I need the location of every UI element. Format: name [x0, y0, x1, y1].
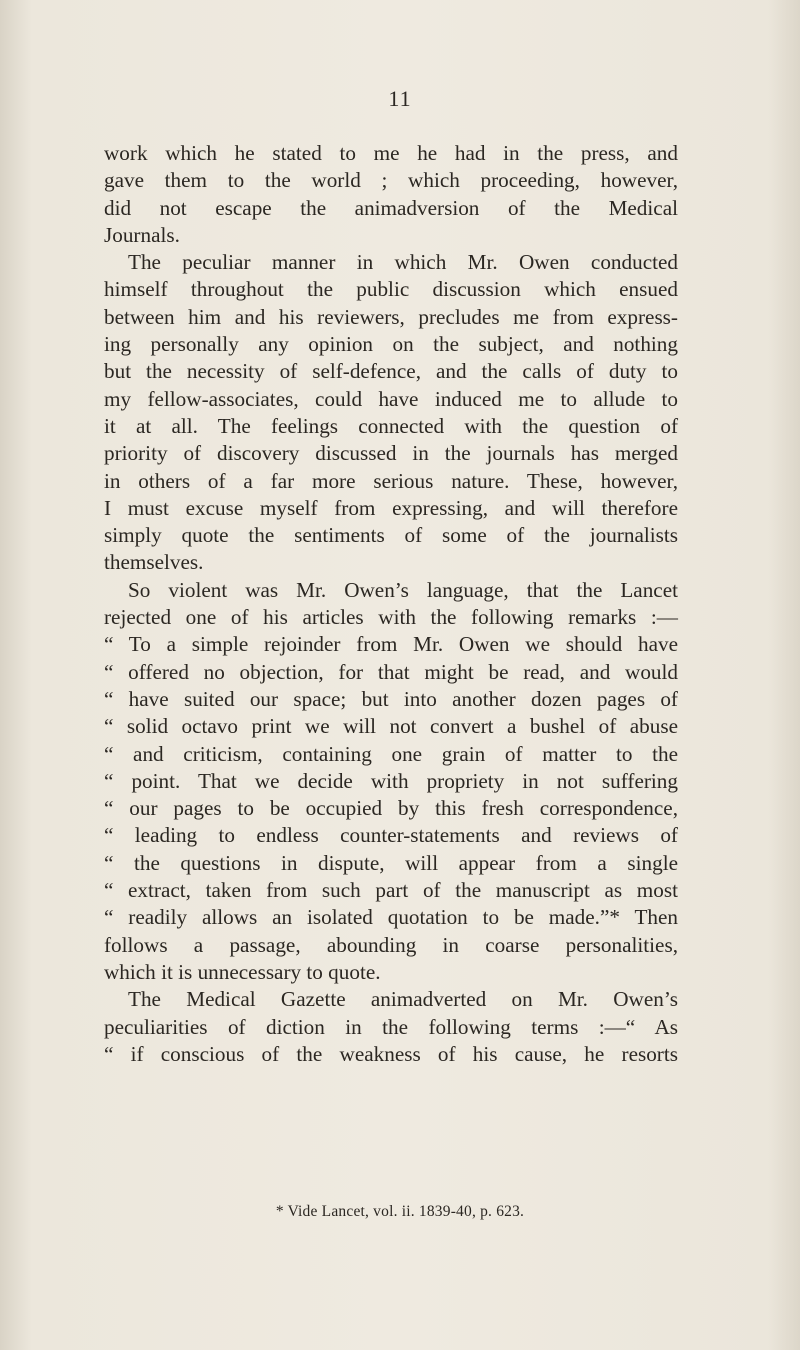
text-line: between him and his reviewers, precludes me from express- — [104, 304, 678, 329]
text-line: simply quote the sentiments of some of the journalists — [104, 523, 678, 548]
text-line: “ solid octavo print we will not convert a bushel of abuse — [104, 714, 678, 739]
text-line: “ if conscious of the weakness of his cause, he resorts — [104, 1041, 678, 1066]
text-line: did not escape the animadversion of the Medical — [104, 195, 678, 220]
text-line: rejected one of his articles with the following remarks :— — [104, 605, 678, 630]
text-line: The peculiar manner in which Mr. Owen conducted — [128, 250, 678, 275]
text-line: in others of a far more serious nature. These, however, — [104, 468, 678, 493]
paragraph — [104, 249, 678, 577]
text-line: “ To a simple rejoinder from Mr. Owen we should have — [104, 632, 678, 657]
body-text — [104, 140, 678, 1068]
text-line: my fellow-associates, could have induced me to allude to — [104, 386, 678, 411]
text-line: which it is unnecessary to quote. — [104, 959, 381, 984]
text-line: follows a passage, abounding in coarse personalities, — [104, 932, 678, 957]
paragraph — [104, 577, 678, 986]
text-line: himself throughout the public discussion which ensued — [104, 277, 678, 302]
text-line: So violent was Mr. Owen’s language, that the Lancet — [128, 577, 678, 602]
text-line: it at all. The feelings connected with the question of — [104, 413, 678, 438]
text-line: “ our pages to be occupied by this fresh correspondence, — [104, 796, 678, 821]
text-line: “ extract, taken from such part of the manuscript as most — [104, 878, 678, 903]
paragraph — [104, 140, 678, 249]
text-line: “ point. That we decide with propriety in not suffering — [104, 768, 678, 793]
text-line: gave them to the world ; which proceeding, however, — [104, 168, 678, 193]
footnote: * Vide Lancet, vol. ii. 1839-40, p. 623. — [275, 1203, 525, 1220]
text-line: themselves. — [104, 550, 204, 575]
text-line: The Medical Gazette animadverted on Mr. Owen’s — [128, 987, 678, 1012]
text-line: “ leading to endless counter-statements and reviews of — [104, 823, 678, 848]
text-line: work which he stated to me he had in the press, and — [104, 141, 678, 165]
text-line: “ readily allows an isolated quotation to be made.”* Then — [104, 905, 678, 930]
page-number: 11 — [388, 86, 412, 111]
text-line: ing personally any opinion on the subject, and nothing — [104, 332, 678, 357]
paragraph — [104, 986, 678, 1068]
text-line: “ have suited our space; but into another dozen pages of — [104, 686, 678, 711]
text-line: priority of discovery discussed in the journals has merged — [104, 441, 678, 466]
text-line: I must excuse myself from expressing, and will therefore — [104, 495, 678, 520]
text-line: but the necessity of self-defence, and the calls of duty to — [104, 359, 678, 384]
text-line: “ the questions in dispute, will appear from a single — [104, 850, 678, 875]
text-line: Journals. — [104, 222, 180, 247]
text-line: peculiarities of diction in the following terms :—“ As — [104, 1014, 678, 1039]
text-line: “ and criticism, containing one grain of matter to the — [104, 741, 678, 766]
text-line: “ offered no objection, for that might be read, and would — [104, 659, 678, 684]
